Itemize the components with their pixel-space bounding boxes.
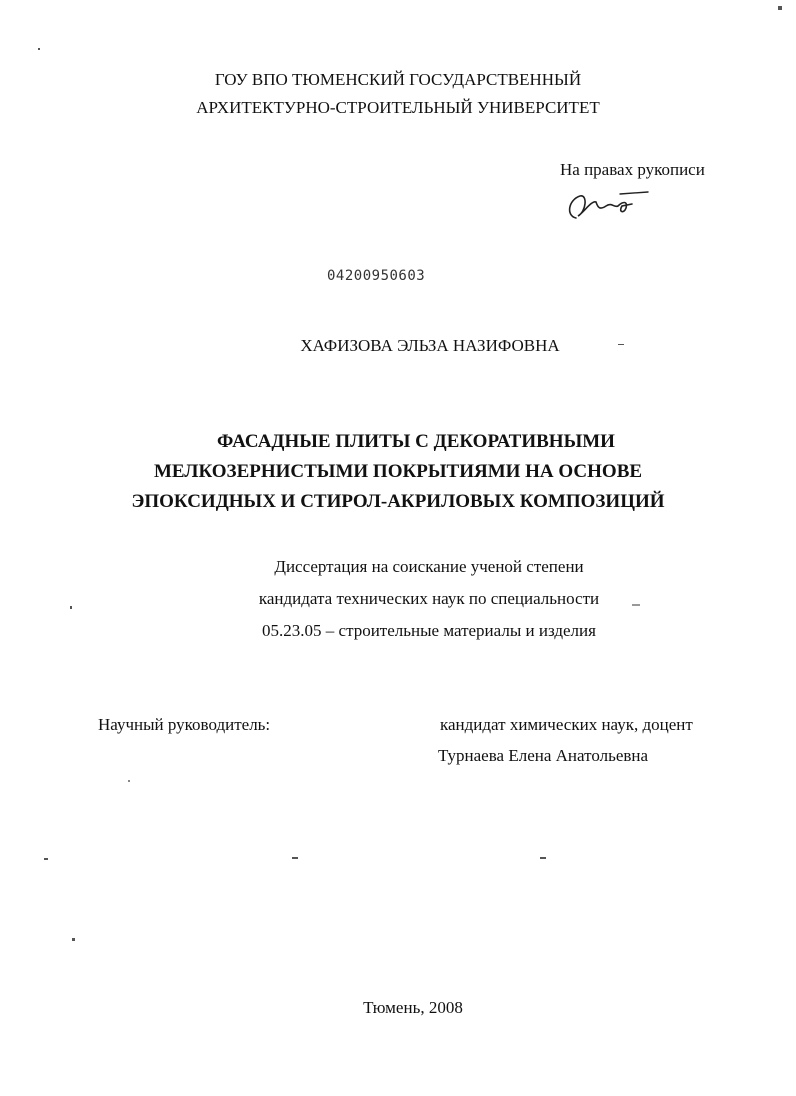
rights-label: На правах рукописи (560, 160, 705, 179)
dissertation-line-3: 05.23.05 – строительные материалы и изделия (262, 621, 596, 640)
title-line-2: МЕЛКОЗЕРНИСТЫМИ ПОКРЫТИЯМИ НА ОСНОВЕ (153, 461, 643, 482)
scan-speck (632, 604, 640, 606)
scan-speck (292, 857, 298, 859)
dissertation-line-1: Диссертация на соискание ученой степени (274, 557, 584, 576)
title-line-1: ФАСАДНЫЕ ПЛИТЫ С ДЕКОРАТИВНЫМИ (217, 431, 615, 452)
scan-speck (128, 780, 130, 782)
scan-speck (618, 344, 624, 345)
title-line-3: ЭПОКСИДНЫХ И СТИРОЛ-АКРИЛОВЫХ КОМПОЗИЦИЙ (131, 491, 665, 512)
signature-icon (562, 186, 652, 226)
supervisor-label: Научный руководитель: (98, 715, 271, 734)
supervisor-degree: кандидат химических наук, доцент (440, 715, 693, 734)
scan-speck (44, 858, 48, 860)
scan-speck (778, 6, 782, 10)
university-line-2: АРХИТЕКТУРНО-СТРОИТЕЛЬНЫЙ УНИВЕРСИТЕТ (196, 98, 600, 117)
city-year: Тюмень, 2008 (363, 998, 463, 1017)
author-name: ХАФИЗОВА ЭЛЬЗА НАЗИФОВНА (300, 336, 560, 355)
university-line-1: ГОУ ВПО ТЮМЕНСКИЙ ГОСУДАРСТВЕННЫЙ (214, 70, 582, 89)
scan-speck (38, 48, 40, 50)
scan-speck (540, 857, 546, 859)
scan-speck (72, 938, 75, 941)
archive-code: 04200950603 (327, 268, 426, 284)
dissertation-line-2: кандидата технических наук по специальности (258, 589, 600, 608)
scan-speck (70, 606, 72, 609)
supervisor-name: Турнаева Елена Анатольевна (438, 746, 649, 765)
